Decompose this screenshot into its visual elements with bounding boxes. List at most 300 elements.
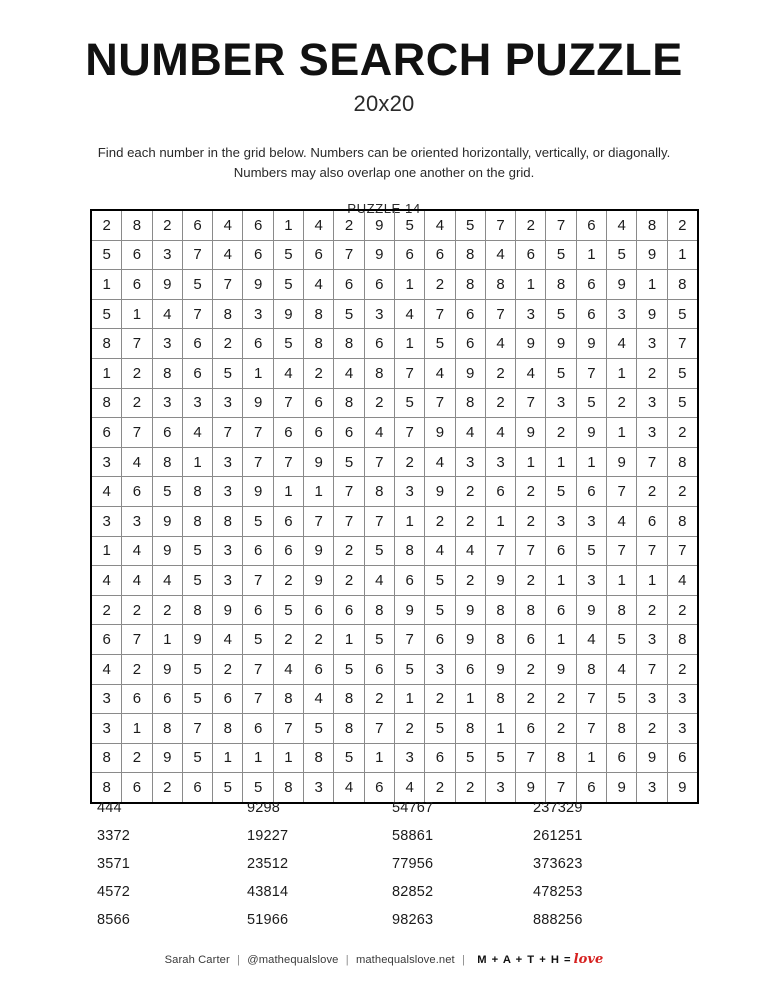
grid-cell[interactable]: 4 [607, 654, 637, 684]
grid-cell[interactable]: 5 [91, 240, 122, 270]
grid-cell[interactable]: 6 [576, 270, 606, 300]
grid-cell[interactable]: 9 [304, 536, 334, 566]
grid-cell[interactable]: 4 [91, 654, 122, 684]
grid-cell[interactable]: 4 [364, 566, 394, 596]
grid-cell[interactable]: 6 [516, 625, 546, 655]
grid-cell[interactable]: 7 [546, 773, 576, 803]
grid-cell[interactable]: 7 [546, 210, 576, 240]
number-list-item[interactable]: 82852 [392, 884, 434, 900]
grid-cell[interactable]: 8 [91, 743, 122, 773]
grid-cell[interactable]: 5 [182, 270, 212, 300]
grid-cell[interactable]: 2 [213, 329, 243, 359]
grid-cell[interactable]: 8 [273, 773, 303, 803]
grid-cell[interactable]: 2 [122, 595, 152, 625]
grid-cell[interactable]: 4 [485, 240, 515, 270]
grid-cell[interactable]: 6 [182, 773, 212, 803]
grid-cell[interactable]: 4 [213, 210, 243, 240]
grid-cell[interactable]: 1 [273, 210, 303, 240]
grid-cell[interactable]: 5 [546, 240, 576, 270]
grid-cell[interactable]: 2 [546, 714, 576, 744]
grid-cell[interactable]: 6 [425, 743, 455, 773]
grid-cell[interactable]: 6 [122, 773, 152, 803]
grid-cell[interactable]: 7 [213, 270, 243, 300]
grid-cell[interactable]: 1 [516, 270, 546, 300]
grid-cell[interactable]: 2 [364, 388, 394, 418]
grid-cell[interactable]: 1 [576, 240, 606, 270]
grid-cell[interactable]: 8 [182, 506, 212, 536]
grid-cell[interactable]: 5 [667, 299, 698, 329]
number-list-item[interactable]: 888256 [533, 912, 583, 928]
grid-cell[interactable]: 5 [213, 773, 243, 803]
grid-cell[interactable]: 8 [576, 654, 606, 684]
grid-cell[interactable]: 2 [516, 477, 546, 507]
grid-cell[interactable]: 5 [607, 625, 637, 655]
grid-cell[interactable]: 8 [667, 506, 698, 536]
grid-cell[interactable]: 2 [425, 506, 455, 536]
grid-cell[interactable]: 7 [637, 654, 667, 684]
grid-cell[interactable]: 3 [637, 684, 667, 714]
grid-cell[interactable]: 3 [152, 388, 182, 418]
grid-cell[interactable]: 2 [637, 358, 667, 388]
grid-cell[interactable]: 5 [91, 299, 122, 329]
grid-cell[interactable]: 7 [667, 329, 698, 359]
grid-cell[interactable]: 8 [394, 536, 424, 566]
grid-cell[interactable]: 4 [394, 773, 424, 803]
grid-cell[interactable]: 5 [607, 240, 637, 270]
grid-cell[interactable]: 5 [273, 329, 303, 359]
grid-cell[interactable]: 5 [334, 743, 364, 773]
grid-cell[interactable]: 4 [425, 210, 455, 240]
grid-cell[interactable]: 1 [91, 358, 122, 388]
grid-cell[interactable]: 8 [304, 743, 334, 773]
grid-cell[interactable]: 1 [516, 447, 546, 477]
grid-cell[interactable]: 3 [607, 299, 637, 329]
grid-cell[interactable]: 1 [213, 743, 243, 773]
grid-cell[interactable]: 5 [243, 506, 273, 536]
grid-cell[interactable]: 8 [455, 714, 485, 744]
grid-cell[interactable]: 8 [91, 329, 122, 359]
grid-cell[interactable]: 5 [455, 210, 485, 240]
grid-cell[interactable]: 4 [667, 566, 698, 596]
grid-cell[interactable]: 7 [122, 418, 152, 448]
grid-cell[interactable]: 5 [546, 477, 576, 507]
grid-cell[interactable]: 2 [152, 773, 182, 803]
grid-cell[interactable]: 2 [425, 270, 455, 300]
grid-cell[interactable]: 9 [485, 654, 515, 684]
grid-cell[interactable]: 6 [152, 418, 182, 448]
grid-cell[interactable]: 3 [91, 447, 122, 477]
number-list-item[interactable]: 98263 [392, 912, 434, 928]
number-list-item[interactable]: 54767 [392, 800, 434, 816]
grid-cell[interactable]: 2 [667, 595, 698, 625]
grid-cell[interactable]: 1 [607, 418, 637, 448]
grid-cell[interactable]: 6 [91, 625, 122, 655]
grid-cell[interactable]: 4 [394, 299, 424, 329]
grid-cell[interactable]: 6 [243, 595, 273, 625]
grid-cell[interactable]: 9 [425, 418, 455, 448]
grid-cell[interactable]: 7 [425, 388, 455, 418]
grid-cell[interactable]: 3 [425, 654, 455, 684]
grid-cell[interactable]: 2 [425, 773, 455, 803]
grid-cell[interactable]: 9 [607, 270, 637, 300]
grid-cell[interactable]: 3 [394, 477, 424, 507]
grid-cell[interactable]: 8 [213, 714, 243, 744]
number-list-item[interactable]: 77956 [392, 856, 434, 872]
number-list-item[interactable]: 51966 [247, 912, 289, 928]
grid-cell[interactable]: 4 [122, 536, 152, 566]
number-list-item[interactable]: 43814 [247, 884, 289, 900]
grid-cell[interactable]: 6 [304, 388, 334, 418]
grid-cell[interactable]: 7 [273, 388, 303, 418]
grid-cell[interactable]: 6 [122, 477, 152, 507]
grid-cell[interactable]: 9 [243, 388, 273, 418]
grid-cell[interactable]: 2 [546, 418, 576, 448]
grid-cell[interactable]: 8 [485, 270, 515, 300]
grid-cell[interactable]: 4 [273, 654, 303, 684]
grid-cell[interactable]: 8 [546, 270, 576, 300]
grid-cell[interactable]: 1 [273, 477, 303, 507]
grid-cell[interactable]: 4 [576, 625, 606, 655]
grid-cell[interactable]: 1 [334, 625, 364, 655]
grid-cell[interactable]: 7 [243, 684, 273, 714]
grid-cell[interactable]: 9 [152, 654, 182, 684]
grid-cell[interactable]: 4 [273, 358, 303, 388]
grid-cell[interactable]: 3 [637, 773, 667, 803]
grid-cell[interactable]: 1 [455, 684, 485, 714]
grid-cell[interactable]: 3 [546, 388, 576, 418]
grid-cell[interactable]: 2 [273, 566, 303, 596]
grid-cell[interactable]: 2 [637, 477, 667, 507]
grid-cell[interactable]: 5 [667, 388, 698, 418]
grid-cell[interactable]: 2 [122, 358, 152, 388]
grid-cell[interactable]: 6 [304, 418, 334, 448]
grid-cell[interactable]: 4 [425, 358, 455, 388]
grid-cell[interactable]: 2 [607, 388, 637, 418]
grid-cell[interactable]: 5 [607, 684, 637, 714]
grid-cell[interactable]: 5 [334, 654, 364, 684]
grid-cell[interactable]: 2 [516, 654, 546, 684]
grid-cell[interactable]: 2 [455, 506, 485, 536]
grid-cell[interactable]: 1 [546, 625, 576, 655]
grid-cell[interactable]: 8 [485, 684, 515, 714]
grid-cell[interactable]: 7 [516, 388, 546, 418]
grid-cell[interactable]: 8 [273, 684, 303, 714]
grid-cell[interactable]: 7 [516, 743, 546, 773]
grid-cell[interactable]: 1 [394, 329, 424, 359]
grid-cell[interactable]: 1 [485, 714, 515, 744]
grid-cell[interactable]: 8 [516, 595, 546, 625]
grid-cell[interactable]: 7 [364, 447, 394, 477]
grid-cell[interactable]: 5 [394, 210, 424, 240]
grid-cell[interactable]: 7 [334, 477, 364, 507]
grid-cell[interactable]: 2 [334, 210, 364, 240]
grid-cell[interactable]: 3 [243, 299, 273, 329]
grid-cell[interactable]: 6 [364, 329, 394, 359]
grid-cell[interactable]: 3 [455, 447, 485, 477]
grid-cell[interactable]: 7 [243, 654, 273, 684]
number-list-item[interactable]: 23512 [247, 856, 289, 872]
grid-cell[interactable]: 8 [182, 595, 212, 625]
grid-cell[interactable]: 6 [243, 714, 273, 744]
grid-cell[interactable]: 8 [304, 329, 334, 359]
grid-cell[interactable]: 6 [304, 654, 334, 684]
grid-cell[interactable]: 2 [122, 388, 152, 418]
grid-cell[interactable]: 4 [213, 240, 243, 270]
grid-cell[interactable]: 2 [91, 595, 122, 625]
grid-cell[interactable]: 6 [394, 240, 424, 270]
grid-cell[interactable]: 6 [576, 299, 606, 329]
grid-cell[interactable]: 2 [394, 714, 424, 744]
grid-cell[interactable]: 2 [637, 595, 667, 625]
grid-cell[interactable]: 2 [334, 566, 364, 596]
grid-cell[interactable]: 1 [607, 358, 637, 388]
grid-cell[interactable]: 9 [243, 270, 273, 300]
grid-cell[interactable]: 3 [91, 714, 122, 744]
number-list-item[interactable]: 58861 [392, 828, 434, 844]
grid-cell[interactable]: 8 [213, 506, 243, 536]
grid-cell[interactable]: 7 [394, 358, 424, 388]
grid-cell[interactable]: 9 [546, 329, 576, 359]
grid-cell[interactable]: 2 [667, 418, 698, 448]
grid-cell[interactable]: 5 [213, 358, 243, 388]
grid-cell[interactable]: 7 [304, 506, 334, 536]
grid-cell[interactable]: 5 [546, 299, 576, 329]
grid-cell[interactable]: 3 [152, 329, 182, 359]
grid-cell[interactable]: 5 [425, 566, 455, 596]
grid-cell[interactable]: 1 [304, 477, 334, 507]
grid-cell[interactable]: 3 [91, 506, 122, 536]
grid-cell[interactable]: 6 [455, 299, 485, 329]
grid-cell[interactable]: 2 [516, 566, 546, 596]
grid-cell[interactable]: 9 [213, 595, 243, 625]
grid-cell[interactable]: 7 [576, 714, 606, 744]
grid-cell[interactable]: 1 [243, 743, 273, 773]
grid-cell[interactable]: 7 [576, 684, 606, 714]
grid-cell[interactable]: 8 [455, 240, 485, 270]
grid-cell[interactable]: 5 [394, 654, 424, 684]
grid-cell[interactable]: 4 [425, 447, 455, 477]
grid-cell[interactable]: 1 [637, 270, 667, 300]
grid-cell[interactable]: 9 [304, 566, 334, 596]
grid-cell[interactable]: 7 [182, 714, 212, 744]
grid-cell[interactable]: 2 [304, 625, 334, 655]
grid-cell[interactable]: 7 [607, 536, 637, 566]
grid-cell[interactable]: 5 [273, 240, 303, 270]
grid-cell[interactable]: 2 [485, 388, 515, 418]
grid-cell[interactable]: 2 [455, 477, 485, 507]
grid-cell[interactable]: 8 [334, 714, 364, 744]
grid-cell[interactable]: 6 [273, 418, 303, 448]
grid-cell[interactable]: 9 [455, 625, 485, 655]
grid-cell[interactable]: 1 [394, 684, 424, 714]
number-list-item[interactable]: 373623 [533, 856, 583, 872]
grid-cell[interactable]: 9 [516, 329, 546, 359]
number-list-item[interactable]: 4572 [97, 884, 131, 900]
grid-cell[interactable]: 9 [425, 477, 455, 507]
grid-cell[interactable]: 4 [516, 358, 546, 388]
grid-cell[interactable]: 8 [485, 595, 515, 625]
grid-cell[interactable]: 6 [576, 773, 606, 803]
grid-cell[interactable]: 1 [546, 447, 576, 477]
grid-cell[interactable]: 4 [304, 684, 334, 714]
grid-cell[interactable]: 8 [152, 714, 182, 744]
grid-cell[interactable]: 6 [182, 329, 212, 359]
grid-cell[interactable]: 4 [485, 418, 515, 448]
grid-cell[interactable]: 4 [152, 299, 182, 329]
grid-cell[interactable]: 7 [394, 625, 424, 655]
grid-cell[interactable]: 1 [394, 270, 424, 300]
grid-cell[interactable]: 8 [364, 595, 394, 625]
grid-cell[interactable]: 4 [485, 329, 515, 359]
grid-cell[interactable]: 8 [455, 388, 485, 418]
grid-cell[interactable]: 4 [304, 210, 334, 240]
number-list-item[interactable]: 3571 [97, 856, 131, 872]
grid-cell[interactable]: 8 [334, 684, 364, 714]
grid-cell[interactable]: 4 [182, 418, 212, 448]
number-list-item[interactable]: 9298 [247, 800, 281, 816]
grid-cell[interactable]: 8 [304, 299, 334, 329]
grid-cell[interactable]: 4 [364, 418, 394, 448]
grid-cell[interactable]: 9 [576, 418, 606, 448]
grid-cell[interactable]: 6 [122, 684, 152, 714]
grid-cell[interactable]: 6 [243, 329, 273, 359]
grid-cell[interactable]: 9 [546, 654, 576, 684]
grid-cell[interactable]: 7 [364, 714, 394, 744]
grid-cell[interactable]: 6 [576, 477, 606, 507]
grid-cell[interactable]: 6 [334, 595, 364, 625]
grid-cell[interactable]: 8 [334, 329, 364, 359]
grid-cell[interactable]: 4 [607, 506, 637, 536]
grid-cell[interactable]: 2 [637, 714, 667, 744]
grid-cell[interactable]: 6 [516, 714, 546, 744]
grid-cell[interactable]: 5 [334, 447, 364, 477]
grid-cell[interactable]: 6 [213, 684, 243, 714]
footer-website[interactable]: mathequalslove.net [355, 954, 455, 966]
number-list-item[interactable]: 8566 [97, 912, 131, 928]
grid-cell[interactable]: 1 [576, 447, 606, 477]
grid-cell[interactable]: 9 [576, 595, 606, 625]
grid-cell[interactable]: 7 [394, 418, 424, 448]
grid-cell[interactable]: 8 [364, 358, 394, 388]
grid-cell[interactable]: 5 [485, 743, 515, 773]
grid-cell[interactable]: 7 [485, 210, 515, 240]
grid-cell[interactable]: 6 [243, 210, 273, 240]
grid-cell[interactable]: 6 [91, 418, 122, 448]
grid-cell[interactable]: 9 [637, 299, 667, 329]
grid-cell[interactable]: 2 [455, 773, 485, 803]
grid-cell[interactable]: 2 [425, 684, 455, 714]
grid-cell[interactable]: 5 [273, 595, 303, 625]
number-list-item[interactable]: 444 [97, 800, 122, 816]
grid-cell[interactable]: 5 [667, 358, 698, 388]
grid-cell[interactable]: 8 [213, 299, 243, 329]
grid-cell[interactable]: 9 [152, 506, 182, 536]
grid-cell[interactable]: 8 [667, 270, 698, 300]
grid-cell[interactable]: 5 [334, 299, 364, 329]
grid-cell[interactable]: 9 [455, 358, 485, 388]
grid-cell[interactable]: 3 [364, 299, 394, 329]
grid-cell[interactable]: 3 [667, 684, 698, 714]
grid-cell[interactable]: 3 [485, 447, 515, 477]
grid-cell[interactable]: 8 [91, 773, 122, 803]
grid-cell[interactable]: 5 [182, 536, 212, 566]
grid-cell[interactable]: 5 [455, 743, 485, 773]
grid-cell[interactable]: 6 [122, 240, 152, 270]
grid-cell[interactable]: 3 [213, 447, 243, 477]
grid-cell[interactable]: 5 [546, 358, 576, 388]
grid-cell[interactable]: 7 [637, 447, 667, 477]
number-list-item[interactable]: 261251 [533, 828, 583, 844]
grid-cell[interactable]: 8 [667, 447, 698, 477]
grid-cell[interactable]: 6 [273, 506, 303, 536]
grid-cell[interactable]: 1 [637, 566, 667, 596]
grid-cell[interactable]: 7 [334, 506, 364, 536]
grid-cell[interactable]: 3 [182, 388, 212, 418]
grid-cell[interactable]: 9 [273, 299, 303, 329]
grid-cell[interactable]: 8 [667, 625, 698, 655]
grid-cell[interactable]: 8 [122, 210, 152, 240]
grid-cell[interactable]: 9 [152, 270, 182, 300]
grid-cell[interactable]: 2 [516, 506, 546, 536]
grid-cell[interactable]: 5 [182, 654, 212, 684]
grid-cell[interactable]: 2 [334, 536, 364, 566]
grid-cell[interactable]: 8 [607, 714, 637, 744]
grid-cell[interactable]: 6 [516, 240, 546, 270]
grid-cell[interactable]: 3 [546, 506, 576, 536]
grid-cell[interactable]: 3 [576, 506, 606, 536]
grid-cell[interactable]: 2 [546, 684, 576, 714]
grid-cell[interactable]: 1 [152, 625, 182, 655]
grid-cell[interactable]: 4 [304, 270, 334, 300]
grid-cell[interactable]: 9 [182, 625, 212, 655]
grid-cell[interactable]: 2 [516, 210, 546, 240]
grid-cell[interactable]: 6 [182, 210, 212, 240]
grid-cell[interactable]: 5 [425, 595, 455, 625]
grid-cell[interactable]: 5 [576, 388, 606, 418]
grid-cell[interactable]: 6 [455, 329, 485, 359]
grid-cell[interactable]: 6 [667, 743, 698, 773]
grid-cell[interactable]: 7 [273, 714, 303, 744]
grid-cell[interactable]: 2 [394, 447, 424, 477]
grid-cell[interactable]: 7 [213, 418, 243, 448]
grid-cell[interactable]: 5 [182, 743, 212, 773]
grid-cell[interactable]: 9 [607, 773, 637, 803]
grid-cell[interactable]: 9 [364, 240, 394, 270]
grid-cell[interactable]: 1 [364, 743, 394, 773]
grid-cell[interactable]: 6 [637, 506, 667, 536]
grid-cell[interactable]: 8 [152, 447, 182, 477]
grid-cell[interactable]: 5 [182, 566, 212, 596]
grid-cell[interactable]: 8 [546, 743, 576, 773]
grid-cell[interactable]: 6 [304, 595, 334, 625]
grid-cell[interactable]: 5 [425, 714, 455, 744]
grid-cell[interactable]: 8 [182, 477, 212, 507]
grid-cell[interactable]: 8 [637, 210, 667, 240]
grid-cell[interactable]: 6 [607, 743, 637, 773]
grid-cell[interactable]: 2 [213, 654, 243, 684]
grid-cell[interactable]: 1 [91, 270, 122, 300]
grid-cell[interactable]: 2 [152, 595, 182, 625]
grid-cell[interactable]: 4 [91, 477, 122, 507]
grid-cell[interactable]: 6 [546, 536, 576, 566]
grid-cell[interactable]: 3 [637, 388, 667, 418]
grid-cell[interactable]: 7 [485, 299, 515, 329]
grid-cell[interactable]: 4 [455, 536, 485, 566]
grid-cell[interactable]: 7 [182, 299, 212, 329]
grid-cell[interactable]: 9 [667, 773, 698, 803]
grid-cell[interactable]: 5 [273, 270, 303, 300]
grid-cell[interactable]: 5 [304, 714, 334, 744]
